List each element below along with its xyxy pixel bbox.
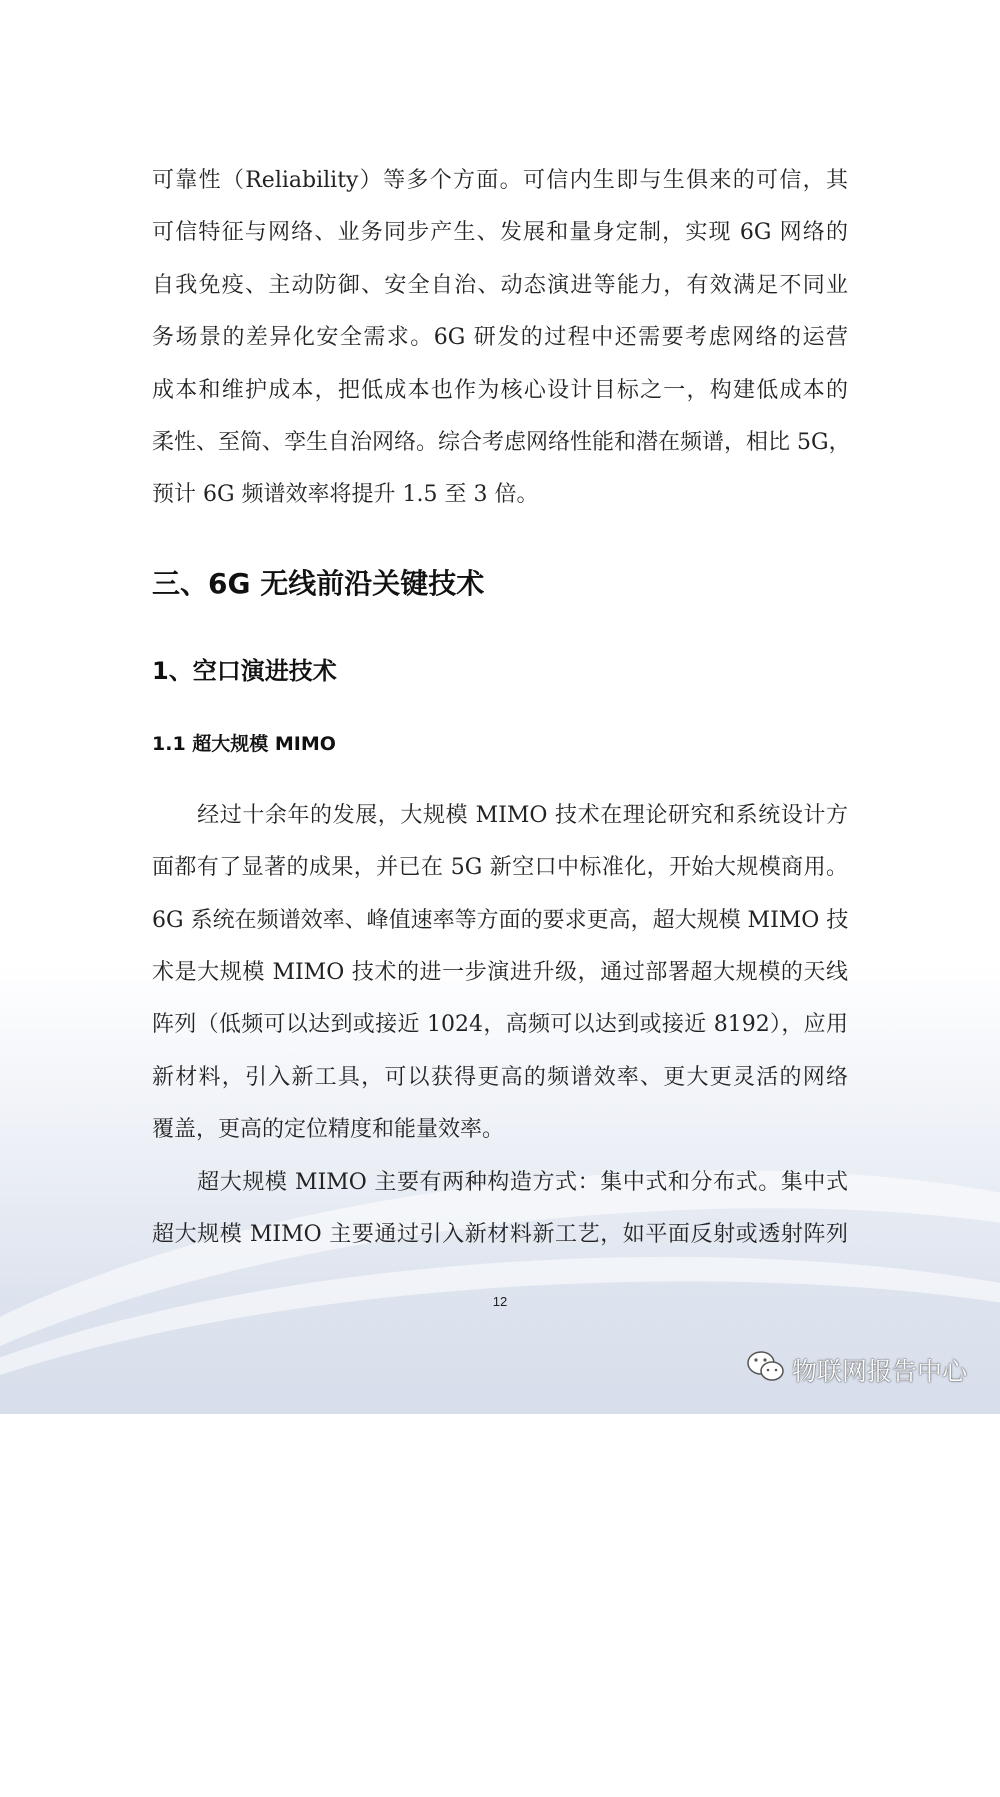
text-line: 务场景的差异化安全需求。6G 研发的过程中还需要考虑网络的运营 [152, 325, 848, 350]
text-line: 超大规模 MIMO 主要通过引入新材料新工艺，如平面反射或透射阵列 [152, 1222, 848, 1247]
text-line: 阵列（低频可以达到或接近 1024，高频可以达到或接近 8192），应用 [152, 1012, 848, 1037]
text-line: 面都有了显著的成果，并已在 5G 新空口中标准化，开始大规模商用。 [152, 855, 848, 880]
page-number: 12 [492, 1294, 508, 1309]
text-line: 可信特征与网络、业务同步产生、发展和量身定制，实现 6G 网络的 [152, 220, 848, 245]
text-line: 6G 系统在频谱效率、峰值速率等方面的要求更高，超大规模 MIMO 技 [152, 908, 849, 933]
text-line: 柔性、至简、孪生自治网络。综合考虑网络性能和潜在频谱，相比 5G， [152, 430, 851, 455]
text-line: 新材料，引入新工具，可以获得更高的频谱效率、更大更灵活的网络 [152, 1065, 848, 1090]
subsubsection-heading: 1.1 超大规模 MIMO [152, 733, 336, 755]
section-heading: 三、6G 无线前沿关键技术 [152, 567, 485, 600]
text-line: 可靠性（Reliability）等多个方面。可信内生即与生俱来的可信，其 [152, 168, 848, 193]
text-line: 覆盖，更高的定位精度和能量效率。 [152, 1117, 505, 1142]
watermark [746, 1350, 967, 1390]
text-line: 超大规模 MIMO 主要有两种构造方式：集中式和分布式。集中式 [152, 1170, 848, 1195]
text-line: 成本和维护成本，把低成本也作为核心设计目标之一，构建低成本的 [152, 378, 848, 403]
text-line: 预计 6G 频谱效率将提升 1.5 至 3 倍。 [152, 482, 539, 507]
subsection-heading: 1、空口演进技术 [152, 657, 337, 685]
wechat-icon [746, 1350, 786, 1390]
watermark-text: 物联网报告中心 [792, 1357, 968, 1386]
text-line: 经过十余年的发展，大规模 MIMO 技术在理论研究和系统设计方 [152, 803, 848, 828]
text-line: 自我免疫、主动防御、安全自治、动态演进等能力，有效满足不同业 [152, 273, 848, 298]
text-line: 术是大规模 MIMO 技术的进一步演进升级，通过部署超大规模的天线 [152, 960, 848, 985]
